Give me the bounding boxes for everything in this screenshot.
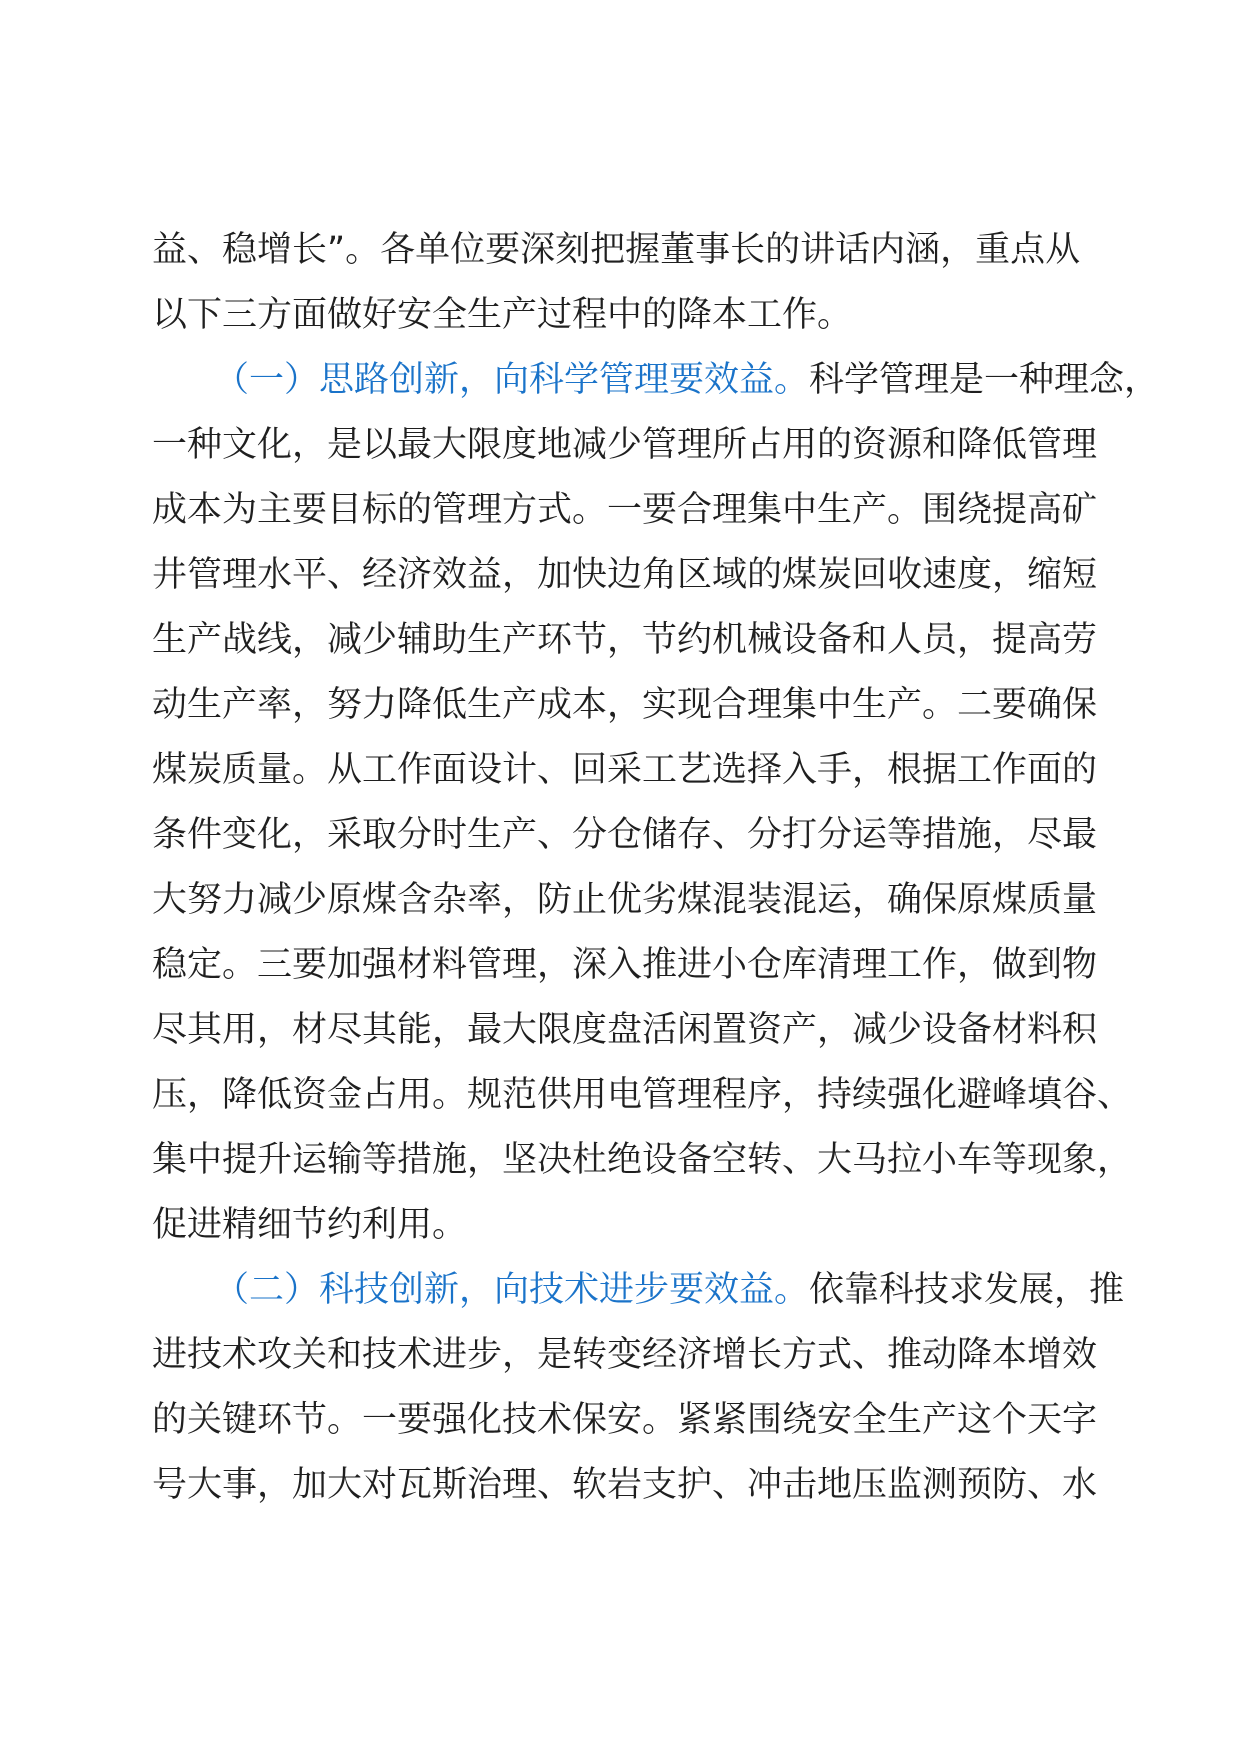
text-line: 稳定。三要加强材料管理，深入推进小仓库清理工作，做到物 [152,945,1098,985]
text-line: 集中提升运输等措施，坚决杜绝设备空转、大马拉小车等现象， [152,1140,1133,1180]
text-fragment: 依靠科技求发展，推 [809,1270,1125,1310]
text-line: 煤炭质量。从工作面设计、回采工艺选择入手，根据工作面的 [152,750,1098,790]
text-line: 益、稳增长”。各单位要深刻把握董事长的讲话内涵，重点从 [152,230,1081,270]
text-line: 动生产率，努力降低生产成本，实现合理集中生产。二要确保 [152,685,1098,725]
section-heading-2: （二）科技创新，向技术进步要效益。 [214,1270,810,1310]
text-line: 尽其用，材尽其能，最大限度盘活闲置资产，减少设备材料积 [152,1010,1098,1050]
text-line: 成本为主要目标的管理方式。一要合理集中生产。围绕提高矿 [152,490,1098,530]
document-body [152,218,1160,1518]
section-heading-1: （一）思路创新，向科学管理要效益。 [214,360,810,400]
text-line: 号大事，加大对瓦斯治理、软岩支护、冲击地压监测预防、水 [152,1465,1098,1505]
text-line: 以下三方面做好安全生产过程中的降本工作。 [152,295,853,335]
text-line: 一种文化，是以最大限度地减少管理所占用的资源和降低管理 [152,425,1098,465]
text-line: 生产战线，减少辅助生产环节，节约机械设备和人员，提高劳 [152,620,1098,660]
text-line: 促进精细节约利用。 [152,1205,468,1245]
text-line: 进技术攻关和技术进步，是转变经济增长方式、推动降本增效 [152,1335,1098,1375]
text-line: 的关键环节。一要强化技术保安。紧紧围绕安全生产这个天字 [152,1400,1098,1440]
text-line: 井管理水平、经济效益，加快边角区域的煤炭回收速度，缩短 [152,555,1098,595]
text-line: 大努力减少原煤含杂率，防止优劣煤混装混运，确保原煤质量 [152,880,1098,920]
text-line: 压，降低资金占用。规范供用电管理程序，持续强化避峰填谷、 [152,1075,1133,1115]
paragraph-first-line [152,348,1160,413]
text-fragment: 科学管理是一种理念， [809,360,1160,400]
paragraph-first-line [152,1258,1125,1323]
text-line: 条件变化，采取分时生产、分仓储存、分打分运等措施，尽最 [152,815,1098,855]
